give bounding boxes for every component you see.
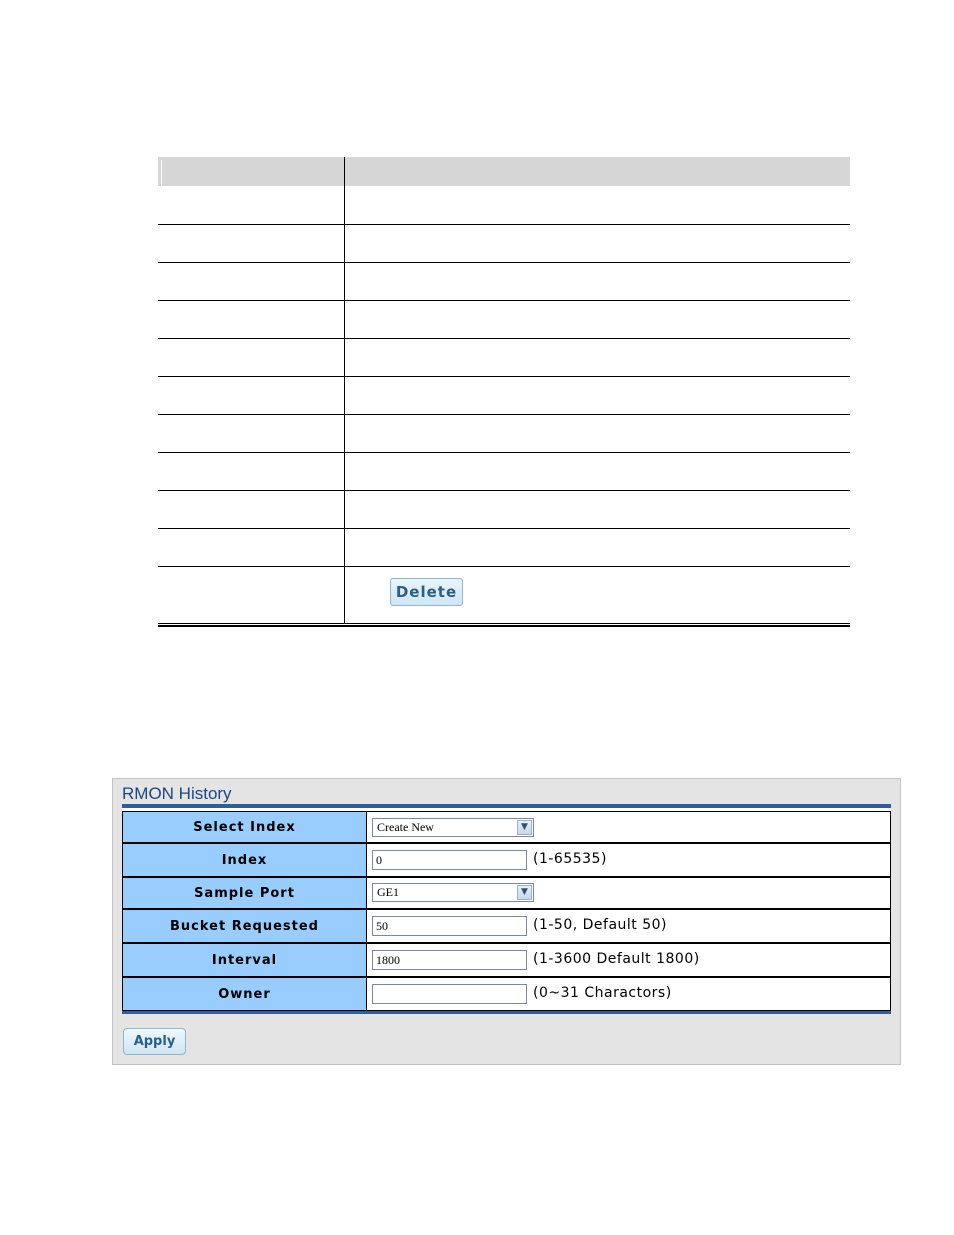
interval-cell — [367, 943, 891, 977]
table-row — [158, 225, 850, 263]
table-row — [158, 415, 850, 453]
table-row — [158, 186, 850, 225]
interval-hint: (1-3600 Default 1800) — [533, 951, 700, 967]
sample-port-value: GE1 — [377, 885, 399, 899]
chevron-down-icon[interactable]: ▼ — [517, 885, 532, 900]
chevron-down-icon[interactable]: ▼ — [517, 820, 532, 835]
rmon-history-panel — [112, 778, 901, 1065]
table-row — [158, 377, 850, 415]
select-index-value: Create New — [377, 820, 434, 834]
interval-label: Interval — [122, 943, 367, 977]
index-hint: (1-65535) — [533, 851, 607, 867]
sample-port-cell — [367, 877, 891, 909]
table-row — [158, 453, 850, 491]
form-row-owner — [122, 977, 891, 1011]
table-row — [158, 339, 850, 377]
form-row-interval — [122, 943, 891, 977]
owner-label: Owner — [122, 977, 367, 1011]
delete-button[interactable]: Delete — [390, 578, 463, 606]
index-input[interactable]: 0 — [372, 850, 527, 870]
table-row — [158, 491, 850, 529]
select-index-label: Select Index — [122, 811, 367, 843]
form-row-bucket-requested — [122, 909, 891, 943]
owner-hint: (0~31 Charactors) — [533, 985, 672, 1001]
bucket-requested-cell — [367, 909, 891, 943]
select-index-dropdown[interactable] — [372, 818, 534, 837]
bucket-requested-label: Bucket Requested — [122, 909, 367, 943]
owner-input[interactable] — [372, 984, 527, 1004]
index-cell — [367, 843, 891, 877]
table-row — [158, 301, 850, 339]
bucket-requested-hint: (1-50, Default 50) — [533, 917, 668, 933]
select-index-cell — [367, 811, 891, 843]
sample-port-label: Sample Port — [122, 877, 367, 909]
apply-button[interactable]: Apply — [123, 1028, 186, 1055]
table-row — [158, 529, 850, 567]
table-header-row — [158, 157, 850, 186]
index-label: Index — [122, 843, 367, 877]
table-bottom-rule — [158, 625, 850, 627]
table-bottom-rule — [158, 623, 850, 624]
panel-title: RMON History — [122, 784, 232, 803]
rmon-history-form — [122, 804, 891, 1014]
sample-port-dropdown[interactable] — [372, 883, 534, 902]
form-row-index — [122, 843, 891, 877]
description-table — [158, 154, 850, 627]
form-row-select-index — [122, 811, 891, 843]
bucket-requested-input[interactable]: 50 — [372, 916, 527, 936]
owner-cell — [367, 977, 891, 1011]
table-row — [158, 263, 850, 301]
interval-input[interactable]: 1800 — [372, 950, 527, 970]
form-row-sample-port — [122, 877, 891, 909]
